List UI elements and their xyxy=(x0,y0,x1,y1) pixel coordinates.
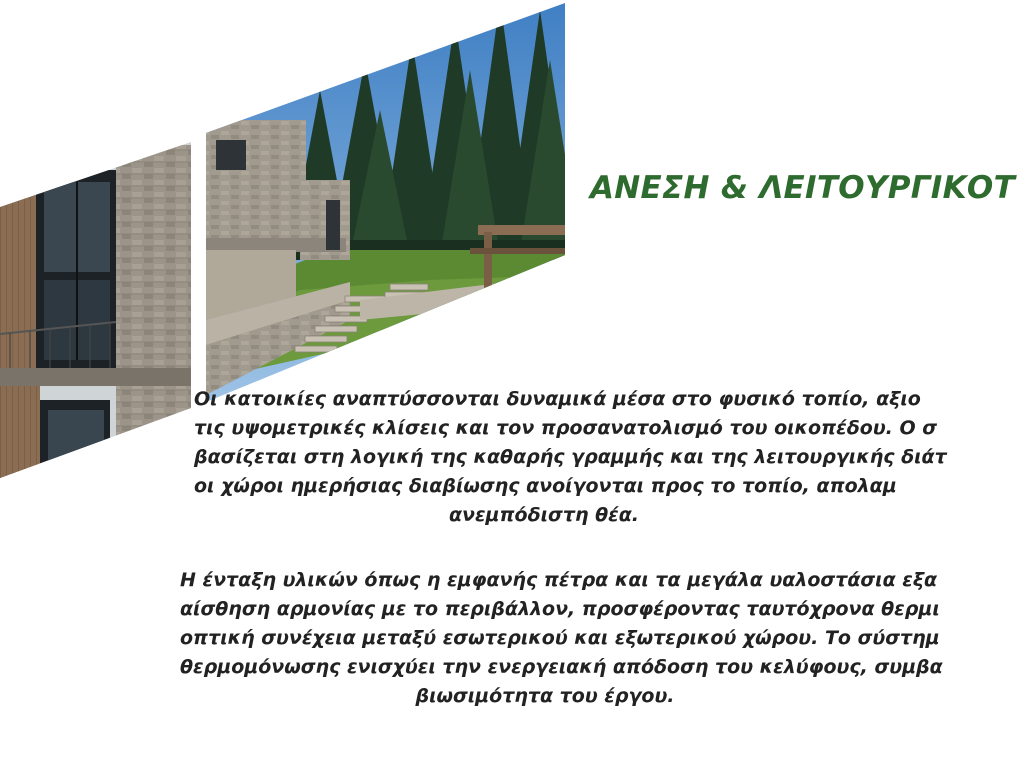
paragraph-line: οπτική συνέχεια μεταξύ εσωτερικού και εξωτερικού χώρου. Το σύστημ xyxy=(180,627,940,649)
paragraph-line: ανεμπόδιστη θέα. xyxy=(448,504,640,526)
paragraph-line: οι χώροι ημερήσιας διαβίωσης ανοίγονται προς το τοπίο, απολαμ xyxy=(194,475,897,497)
description-paragraph-1 xyxy=(194,385,947,530)
paragraph-line: αίσθηση αρμονίας με το περιβάλλον, προσφέροντας ταυτόχρονα θερμι xyxy=(180,598,940,620)
paragraph-line: Η ένταξη υλικών όπως η εμφανής πέτρα και τα μεγάλα υαλοστάσια εξα xyxy=(180,569,938,591)
paragraph-line: τις υψομετρικές κλίσεις και τον προσανατολισμό του οικοπέδου. Ο σ xyxy=(194,417,938,439)
paragraph-line: Οι κατοικίες αναπτύσσονται δυναμικά μέσα στο φυσικό τοπίο, αξιο xyxy=(194,388,921,410)
section-heading: ΑΝΕΣΗ & ΛΕΙΤΟΥΡΓΙΚΟΤ xyxy=(590,170,1016,206)
paragraph-line: θερμομόνωσης ενισχύει την ενεργειακή απόδοση του κελύφους, συμβα xyxy=(180,656,943,678)
paragraph-line: βασίζεται στη λογική της καθαρής γραμμής και της λειτουργικής διάτ xyxy=(194,446,947,468)
description-paragraph-2 xyxy=(180,566,943,711)
paragraph-line: βιωσιμότητα του έργου. xyxy=(415,685,675,707)
